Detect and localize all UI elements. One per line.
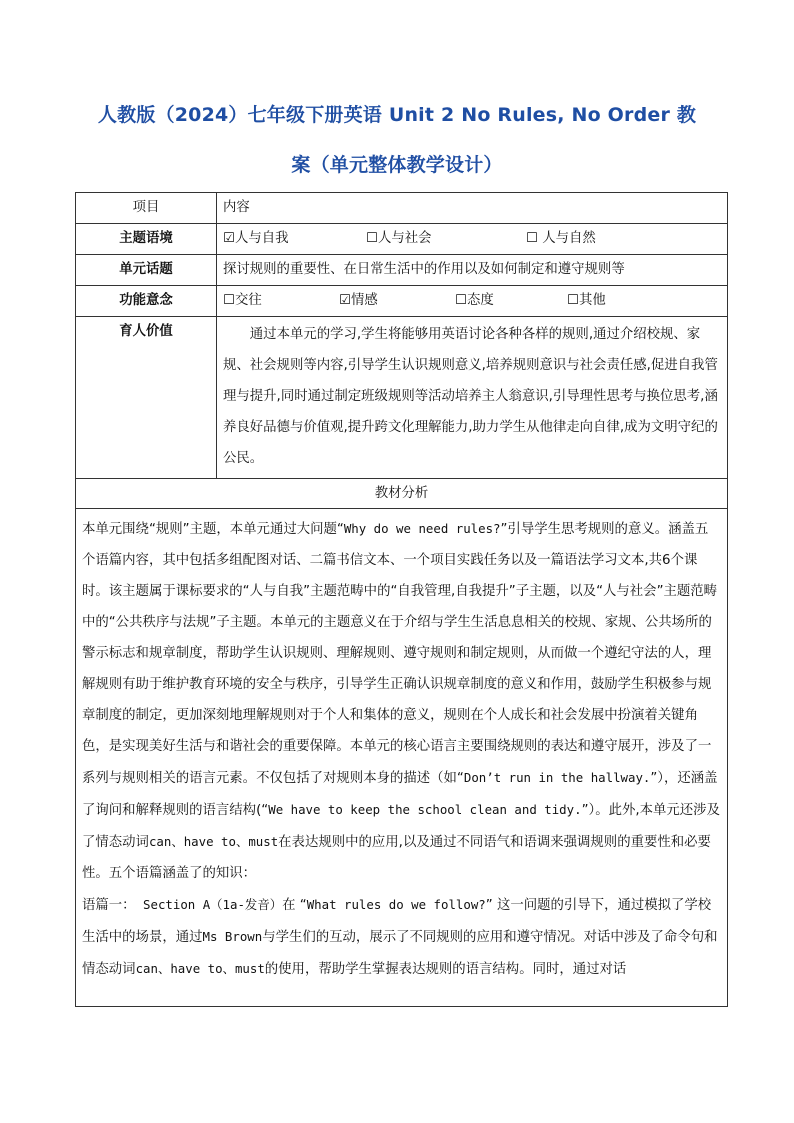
modal-verbs-2: can、have to、must	[135, 961, 265, 976]
function-options	[217, 286, 728, 317]
function-label: 功能意念	[76, 286, 217, 317]
theme-options	[217, 224, 728, 255]
document-title-line-2: 案（单元整体教学设计）	[291, 154, 503, 176]
teacher-name: Ms Brown	[202, 929, 263, 944]
analysis-heading: 教材分析	[76, 479, 728, 509]
section-ref: Section A（1a-发音）	[135, 897, 283, 912]
modal-verbs: can、have to、must	[148, 834, 279, 849]
topic-label: 单元话题	[76, 255, 217, 286]
theme-option-society[interactable]: ☐人与社会	[366, 231, 432, 246]
document-title-line-1: 人教版（2024）七年级下册英语 Unit 2 No Rules, No Order 教	[97, 104, 697, 126]
analysis-heading-row	[76, 479, 728, 509]
theme-row	[76, 224, 728, 255]
function-option-communication[interactable]: ☐交往	[223, 293, 262, 308]
big-question: Why do we need rules?	[343, 521, 501, 536]
analysis-body	[76, 509, 728, 1007]
guiding-question: What rules do we follow?	[306, 897, 486, 912]
values-label: 育人价值	[76, 317, 217, 479]
function-option-attitude[interactable]: ☐态度	[455, 293, 494, 308]
topic-value: 探讨规则的重要性、在日常生活中的作用以及如何制定和遵守规则等	[217, 255, 728, 286]
lesson-plan-table	[75, 192, 728, 1007]
values-row	[76, 317, 728, 479]
table-header-row	[76, 193, 728, 224]
analysis-paragraph-2: 语篇一： Section A（1a-发音）在 “What rules do we follow?” 这一问题的引导下，通过模拟了学校生活中的场景，通过Ms Brown与学生们的互动，展示了不同规则的应用和遵守情况。对话中涉及了命令句和情态动词can、have to、must的使用，帮助学生掌握表达规则的语言结构。同时，通过对话	[82, 897, 718, 977]
theme-option-nature[interactable]: ☐ 人与自然	[526, 231, 596, 246]
analysis-row	[76, 509, 728, 1007]
theme-label: 主题语境	[76, 224, 217, 255]
values-text: 通过本单元的学习,学生将能够用英语讨论各种各样的规则,通过介绍校规、家规、社会规则等内容,引导学生认识规则意义,培养规则意识与社会责任感,促进自我管理与提升,同时通过制定班级规则等活动培养主人翁意识,引导理性思考与换位思考,涵养良好品德与价值观,提升跨文化理解能力,助力学生从他律走向自律,成为文明守纪的公民。	[217, 317, 728, 479]
header-label: 项目	[76, 193, 217, 224]
analysis-paragraph-1: 本单元围绕“规则”主题，本单元通过大问题“Why do we need rules?”引导学生思考规则的意义。涵盖五个语篇内容，其中包括多组配图对话、二篇书信文本、一个项目实践任务以及一篇语法学习文本,共6个课时。该主题属于课标要求的“人与自我”主题范畴中的“自我管理,自我提升”子主题，以及“人与社会”主题范畴中的“公共秩序与法规”子主题。本单元的主题意义在于介绍与学生生活息息相关的校规、家规、公共场所的警示标志和规章制度，帮助学生认识规则、理解规则、遵守规则和制定规则，从而做一个遵纪守法的人，理解规则有助于维护教育环境的安全与秩序，引导学生正确认识规章制度的意义和作用，鼓励学生积极参与规章制度的制定，更加深刻地理解规则对于个人和集体的意义，规则在个人成长和社会发展中扮演着关键角色，是实现美好生活与和谐社会的重要保障。本单元的核心语言主要围绕规则的表达和遵守展开，涉及了一系列与规则相关的语言元素。不仅包括了对规则本身的描述（如“Don’t run in the hallway.”），还涵盖了询问和解释规则的语言结构(“We have to keep the school clean and tidy.”）。此外,本单元还涉及了情态动词can、have to、must在表达规则中的应用,以及通过不同语气和语调来强调规则的重要性和必要性。五个语篇涵盖了的知识：	[82, 521, 720, 881]
theme-option-self[interactable]: ☑人与自我	[223, 231, 289, 246]
example-rule-2: We have to keep the school clean and tidy.	[268, 802, 582, 817]
topic-row	[76, 255, 728, 286]
function-row	[76, 286, 728, 317]
function-option-emotion[interactable]: ☑情感	[339, 293, 378, 308]
example-rule-1: Don’t run in the hallway.	[463, 770, 651, 785]
header-value: 内容	[217, 193, 728, 224]
function-option-other[interactable]: ☐其他	[567, 293, 606, 308]
